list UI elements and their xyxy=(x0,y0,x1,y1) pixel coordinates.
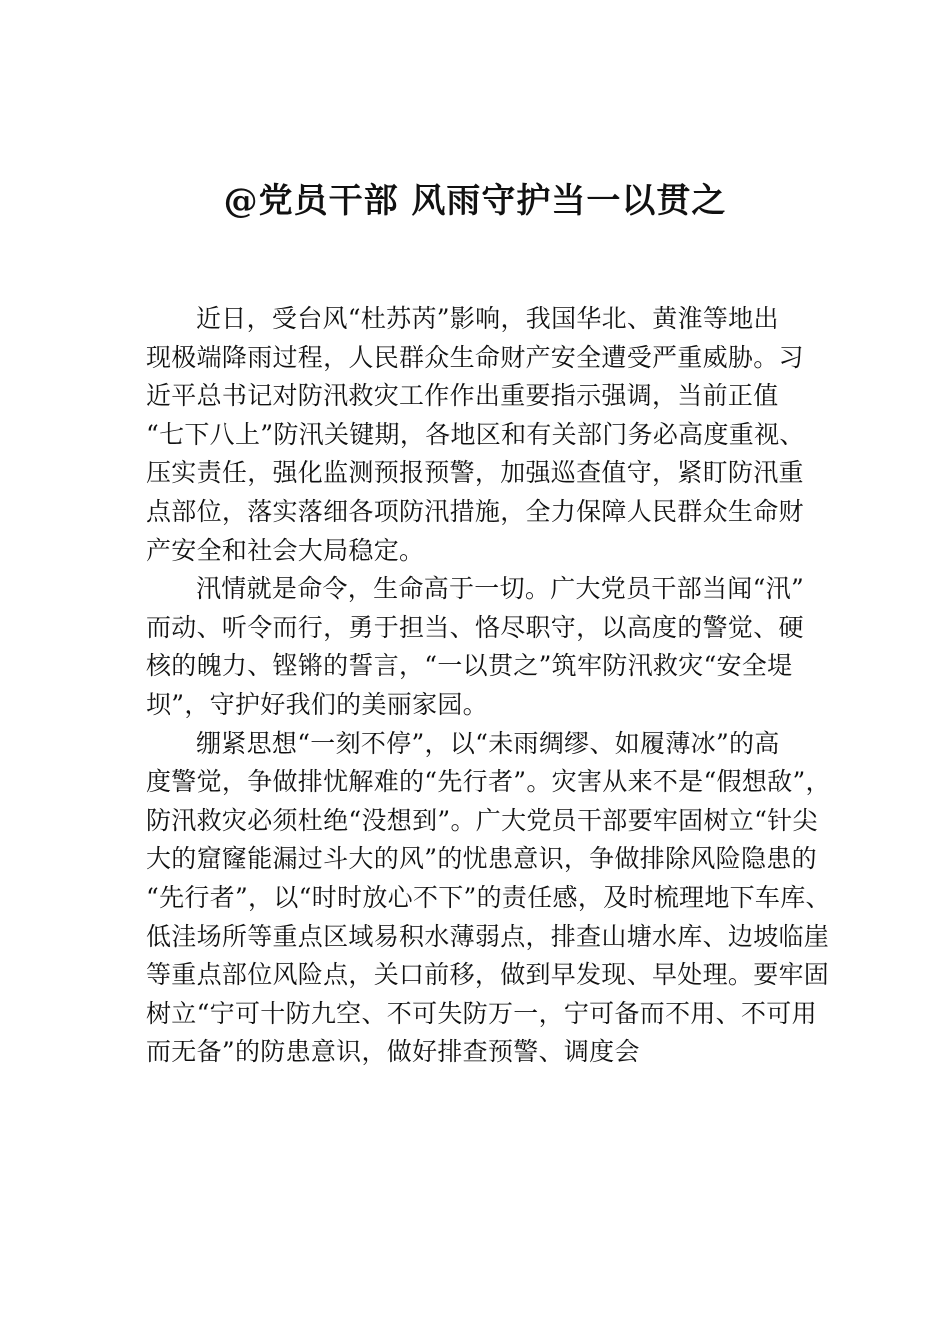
paragraph-line: 现极端降雨过程，人民群众生命财产安全遭受严重威胁。习 xyxy=(146,342,804,372)
paragraph-line: 近日，受台风“杜苏芮”影响，我国华北、黄淮等地出 xyxy=(196,304,779,333)
paragraph-line: 低洼场所等重点区域易积水薄弱点，排查山塘水库、边坡临崖 xyxy=(146,921,830,951)
paragraph-line: 点部位，落实落细各项防汛措施，全力保障人民群众生命财 xyxy=(146,496,804,526)
paragraph-line: 核的魄力、铿锵的誓言，“一以贯之”筑牢防汛救灾“安全堤 xyxy=(146,651,793,681)
paragraph-line: 压实责任，强化监测预报预警，加强巡查值守，紧盯防汛重 xyxy=(146,458,804,488)
paragraph-line: 产安全和社会大局稳定。 xyxy=(146,535,425,565)
paragraph-line: 防汛救灾必须杜绝“没想到”。广大党员干部要牢固树立“针尖 xyxy=(146,805,818,835)
paragraph-line: 树立“宁可十防九空、不可失防万一，宁可备而不用、不可用 xyxy=(146,998,817,1028)
paragraph-line: 汛情就是命令，生命高于一切。广大党员干部当闻“汛” xyxy=(196,574,805,604)
paragraph-line: 近平总书记对防汛救灾工作作出重要指示强调，当前正值 xyxy=(146,381,779,411)
paragraph-line: “先行者”，以“时时放心不下”的责任感，及时梳理地下车库、 xyxy=(146,882,831,912)
paragraph-line: “七下八上”防汛关键期，各地区和有关部门务必高度重视、 xyxy=(146,419,805,449)
article-title: @党员干部 风雨守护当一以贯之 xyxy=(223,181,727,221)
article-body xyxy=(146,300,831,1072)
paragraph-line: 而动、听令而行，勇于担当、恪尽职守，以高度的警觉、硬 xyxy=(146,612,804,642)
paragraph-line: 绷紧思想“一刻不停”，以“未雨绸缪、如履薄冰”的高 xyxy=(196,728,780,758)
paragraph-line: 度警觉，争做排忧解难的“先行者”。灾害从来不是“假想敌”， xyxy=(146,767,831,797)
paragraph-line: 而无备”的防患意识，做好排查预警、调度会 xyxy=(146,1037,640,1067)
paragraph-line: 等重点部位风险点，关口前移，做到早发现、早处理。要牢固 xyxy=(146,960,830,990)
paragraph-line: 坝”，守护好我们的美丽家园。 xyxy=(146,689,488,719)
paragraph-line: 大的窟窿能漏过斗大的风”的忧患意识，争做排除风险隐患的 xyxy=(146,844,817,874)
